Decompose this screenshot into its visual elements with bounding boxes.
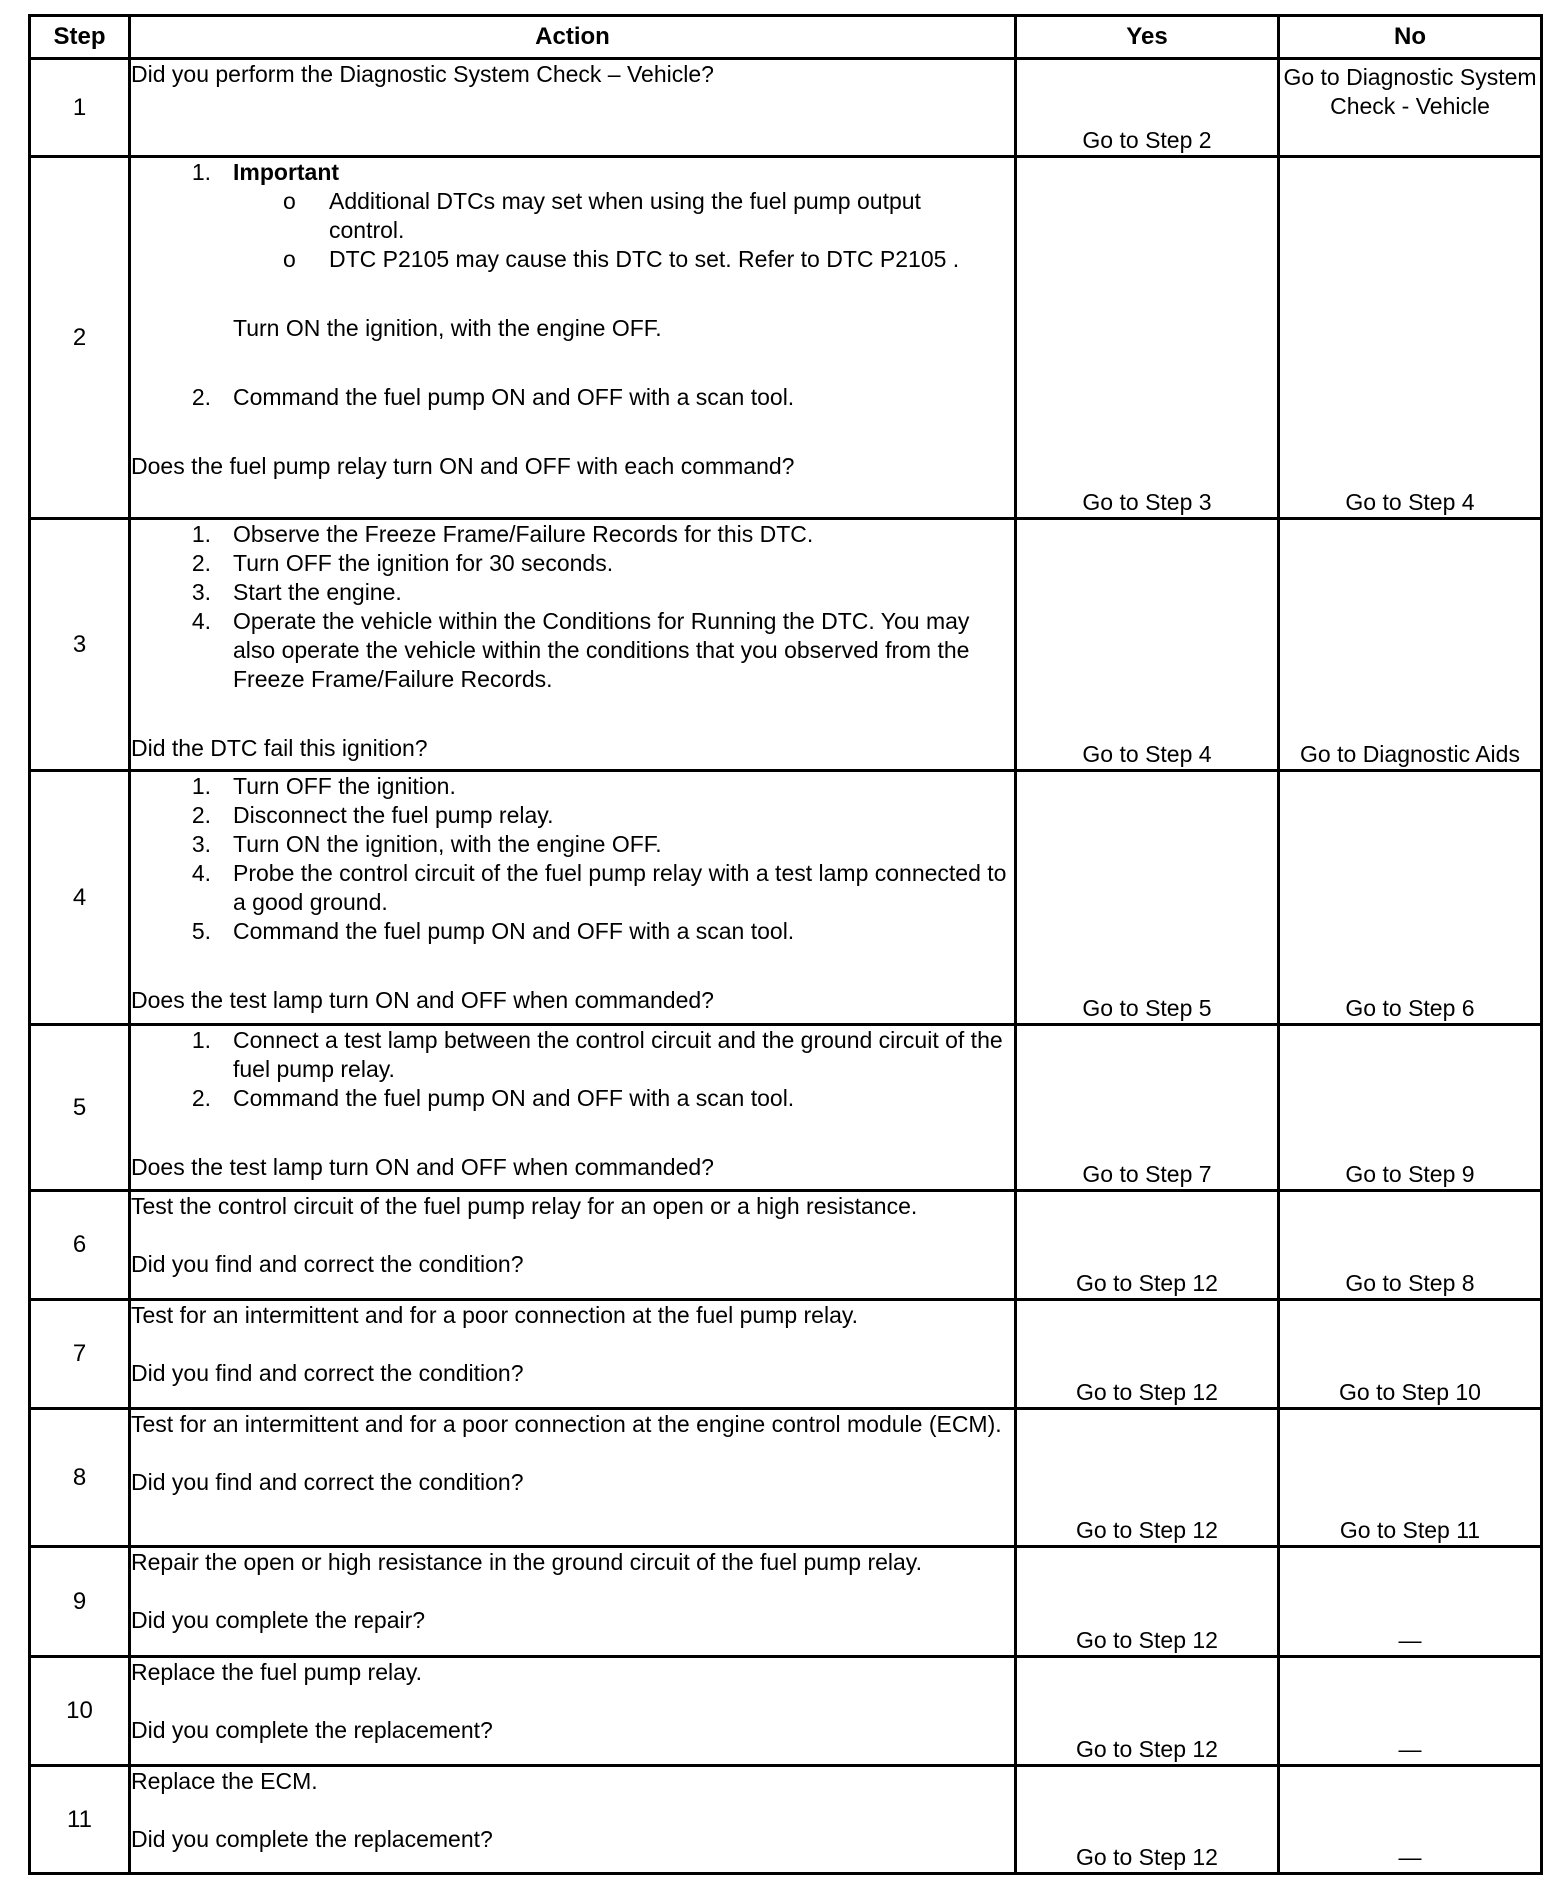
item-number: 2. [191,550,211,576]
item-number: 3. [191,831,211,857]
no-cell: — [1279,1766,1542,1874]
step-number: 1 [30,59,130,157]
step-number: 7 [30,1300,130,1409]
action-question: Did you complete the repair? [131,1607,426,1633]
item-text: Disconnect the fuel pump relay. [233,802,554,828]
action-cell [130,1657,1016,1766]
note-text: Additional DTCs may set when using the fuel pump output control. [329,188,921,243]
action-cell [130,1025,1016,1191]
item-text: Turn OFF the ignition. [233,773,456,799]
table-row [30,1300,1542,1409]
yes-cell: Go to Step 12 [1016,1300,1279,1409]
action-cell [130,1547,1016,1657]
step-number: 3 [30,519,130,771]
yes-cell: Go to Step 12 [1016,1657,1279,1766]
yes-cell: Go to Step 7 [1016,1025,1279,1191]
action-question: Did the DTC fail this ignition? [131,735,428,761]
action-list [131,1026,1014,1113]
item-text: Observe the Freeze Frame/Failure Records for this DTC. [233,521,814,547]
item-text: Turn ON the ignition, with the engine OFF. [233,831,662,857]
important-notes [131,187,1014,274]
action-list [131,383,1014,412]
item-text: Command the fuel pump ON and OFF with a scan tool. [233,1085,795,1111]
header-yes: Yes [1016,16,1279,59]
list-item [131,917,1014,946]
action-list [131,158,1014,187]
table-row [30,519,1542,771]
item-number: 3. [191,579,211,605]
table-row [30,1191,1542,1300]
table-row [30,1409,1542,1547]
action-list [131,772,1014,946]
yes-cell: Go to Step 12 [1016,1766,1279,1874]
yes-cell: Go to Step 3 [1016,157,1279,519]
action-text: Test for an intermittent and for a poor connection at the engine control module (ECM). [131,1411,1002,1437]
item-text: Start the engine. [233,579,402,605]
action-cell [130,1409,1016,1547]
action-cell [130,1300,1016,1409]
table-row [30,1657,1542,1766]
note-text: DTC P2105 may cause this DTC to set. Refer to DTC P2105 . [329,246,960,272]
no-cell: Go to Step 6 [1279,771,1542,1025]
yes-cell: Go to Step 12 [1016,1409,1279,1547]
no-cell: Go to Diagnostic Aids [1279,519,1542,771]
step-number: 11 [30,1766,130,1874]
list-item [131,859,1014,917]
no-cell: Go to Step 11 [1279,1409,1542,1547]
step-number: 4 [30,771,130,1025]
list-item [131,158,1014,187]
yes-cell: Go to Step 12 [1016,1191,1279,1300]
item-number: 5. [191,918,211,944]
item-number: 1. [191,1027,211,1053]
action-cell [130,771,1016,1025]
list-item [131,772,1014,801]
action-question: Did you complete the replacement? [131,1826,493,1852]
list-item [131,1026,1014,1084]
ignition-instruction: Turn ON the ignition, with the engine OFF. [233,315,662,341]
header-step: Step [30,16,130,59]
item-number: 1. [191,159,211,185]
step-number: 9 [30,1547,130,1657]
table-row [30,1025,1542,1191]
item-text: Probe the control circuit of the fuel pump relay with a test lamp connected to a good ground. [233,860,1007,915]
no-cell: — [1279,1657,1542,1766]
action-cell [130,59,1016,157]
action-question: Does the test lamp turn ON and OFF when commanded? [131,987,714,1013]
action-question: Did you find and correct the condition? [131,1360,524,1386]
action-text: Repair the open or high resistance in the ground circuit of the fuel pump relay. [131,1549,922,1575]
header-no: No [1279,16,1542,59]
no-cell: Go to Step 8 [1279,1191,1542,1300]
list-item [131,383,1014,412]
action-cell [130,1191,1016,1300]
list-item [131,520,1014,549]
item-number: 1. [191,773,211,799]
action-question: Did you find and correct the condition? [131,1251,524,1277]
action-cell [130,1766,1016,1874]
no-cell: Go to Step 10 [1279,1300,1542,1409]
item-number: 1. [191,521,211,547]
table-row [30,1766,1542,1874]
list-item [131,1084,1014,1113]
yes-cell: Go to Step 12 [1016,1547,1279,1657]
item-text: Connect a test lamp between the control circuit and the ground circuit of the fuel pump relay. [233,1027,1003,1082]
item-number: 4. [191,608,211,634]
action-text: Test for an intermittent and for a poor connection at the fuel pump relay. [131,1302,859,1328]
action-list [131,520,1014,694]
table-row [30,771,1542,1025]
table-row [30,157,1542,519]
list-item [131,801,1014,830]
step-number: 10 [30,1657,130,1766]
no-cell: Go to Diagnostic System Check - Vehicle [1279,59,1542,157]
yes-cell: Go to Step 5 [1016,771,1279,1025]
action-cell [130,519,1016,771]
step-number: 2 [30,157,130,519]
item-text: Turn OFF the ignition for 30 seconds. [233,550,614,576]
no-cell: Go to Step 9 [1279,1025,1542,1191]
item-number: 2. [191,802,211,828]
item-number: 4. [191,860,211,886]
table-row [30,59,1542,157]
bullet-icon: o [283,188,296,214]
list-item [131,245,1014,274]
table-row [30,1547,1542,1657]
item-number: 2. [191,1085,211,1111]
action-question: Did you find and correct the condition? [131,1469,524,1495]
step-number: 6 [30,1191,130,1300]
step-number: 5 [30,1025,130,1191]
action-text: Test the control circuit of the fuel pump relay for an open or a high resistance. [131,1193,918,1219]
item-text: Command the fuel pump ON and OFF with a scan tool. [233,918,795,944]
action-text: Replace the ECM. [131,1768,318,1794]
no-cell: — [1279,1547,1542,1657]
list-item [131,607,1014,694]
no-cell: Go to Step 4 [1279,157,1542,519]
action-question: Did you complete the replacement? [131,1717,493,1743]
diagnostic-table [28,14,1543,1875]
header-row [30,16,1542,59]
action-cell [130,157,1016,519]
important-label: Important [233,159,340,185]
bullet-icon: o [283,246,296,272]
action-question: Did you perform the Diagnostic System Check – Vehicle? [131,61,714,87]
action-text: Replace the fuel pump relay. [131,1659,423,1685]
list-item [131,830,1014,859]
list-item [131,187,1014,245]
step-number: 8 [30,1409,130,1547]
item-text: Command the fuel pump ON and OFF with a scan tool. [233,384,795,410]
header-action: Action [130,16,1016,59]
action-question: Does the fuel pump relay turn ON and OFF with each command? [131,453,795,479]
item-number: 2. [191,384,211,410]
yes-cell: Go to Step 2 [1016,59,1279,157]
item-text: Operate the vehicle within the Conditions for Running the DTC. You may also operate the vehicle within the conditions that you observed from the Freeze Frame/Failure Records. [233,608,970,692]
action-question: Does the test lamp turn ON and OFF when commanded? [131,1154,714,1180]
yes-cell: Go to Step 4 [1016,519,1279,771]
list-item [131,578,1014,607]
list-item [131,549,1014,578]
